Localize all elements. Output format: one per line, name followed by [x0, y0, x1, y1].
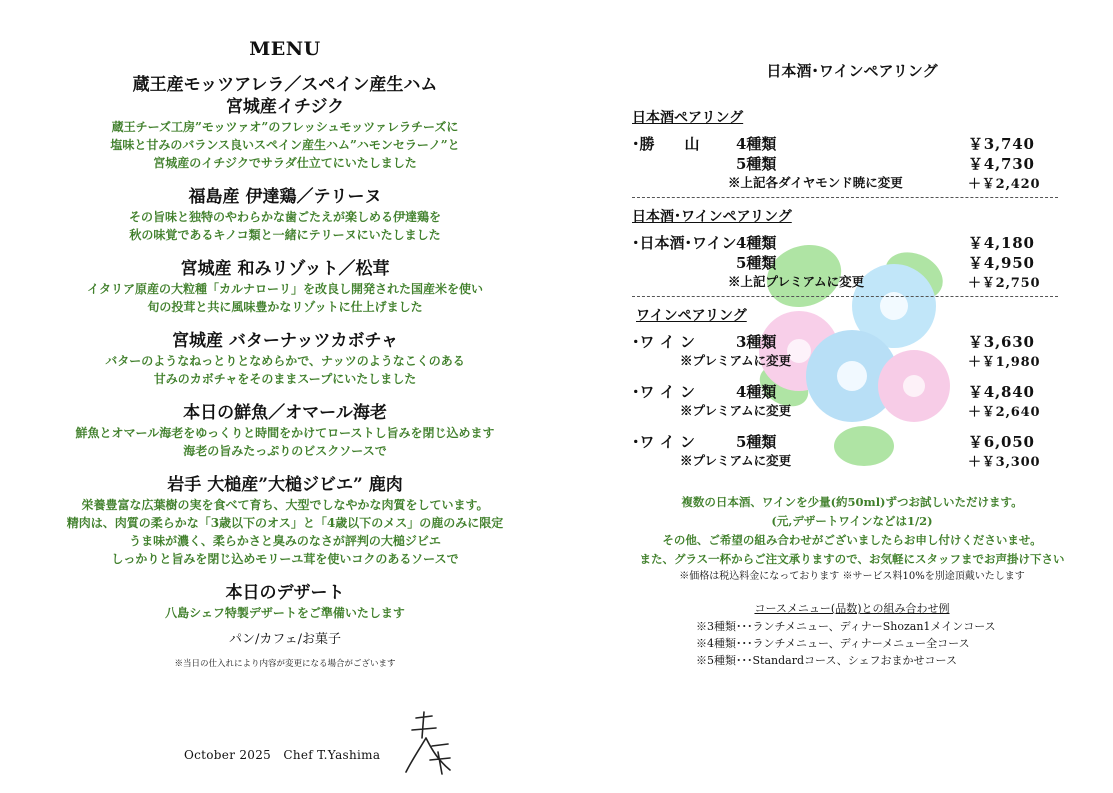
dish-name: 宮城産 和みリゾット／松茸 [180, 259, 390, 279]
dish-name: 本日の鮮魚／オマール海老 [183, 403, 387, 423]
mix-upgrade-row [632, 272, 1072, 292]
course-2 [40, 186, 530, 244]
course-6 [40, 474, 530, 568]
chef-signature [402, 708, 457, 778]
combo-line: ※3種類･･･ランチメニュー、ディナーShozan1メインコース [696, 620, 996, 633]
count: 5種類 [736, 155, 777, 173]
wine-pairing-heading: ワインペアリング [636, 308, 747, 324]
wine-upgrade-row-4 [632, 401, 1072, 421]
pairing-note-line: また、グラス一杯からご注文承りますので、お気軽にスタッフまでお声掛け下さい [639, 552, 1065, 566]
combo-line: ※4種類･･･ランチメニュー、ディナーメニュー全コース [696, 637, 970, 650]
price: ￥4,730 [968, 155, 1035, 173]
pairing-note-line: その他、ご希望の組み合わせがございましたらお申し付けくださいませ。 [662, 533, 1042, 547]
mix-name: ･日本酒･ワイン [632, 234, 737, 252]
price: ￥4,950 [968, 254, 1035, 272]
dish-description: 秋の味覚であるキノコ類と一緒にテリーヌにいたしました [129, 228, 441, 242]
dish-description: その旨味と独特のやわらかな歯ごたえが楽しめる伊達鶏を [128, 210, 441, 224]
dish-description: 甘みのカボチャをそのままスープにいたしました [153, 372, 417, 386]
wine-name: ･ワ イ ン [632, 433, 695, 451]
dish-description: 蔵王チーズ工房”モッツァオ”のフレッシュモッツァレラチーズに [111, 120, 459, 134]
upgrade-price: ＋￥2,420 [968, 177, 1041, 192]
sake-pairing-heading: 日本酒ペアリング [632, 110, 744, 126]
dish-description: バターのようなねっとりとなめらかで、ナッツのようなこくのある [105, 354, 465, 368]
sake-row-5 [632, 153, 1072, 173]
wine-name: ･ワ イ ン [632, 383, 695, 401]
pairing-note-line: (元,デザートワインなどは1/2) [771, 514, 933, 528]
combo-line: ※5種類･･･Standardコース、シェフおまかせコース [696, 654, 958, 667]
dish-name: 福島産 伊達鶏／テリーヌ [188, 187, 382, 207]
dish-description: 宮城産のイチジクでサラダ仕立てにいたしました [153, 156, 417, 170]
dish-description: うま味が濃く、柔らかさと臭みのなさが評判の大槌ジビエ [129, 534, 441, 548]
dish-description: 旬の投茸と共に風味豊かなリゾットに仕上げました [147, 300, 423, 314]
pairing-column [632, 60, 1072, 669]
course-1 [40, 74, 530, 172]
dish-description: 鮮魚とオマール海老をゆっくりと時間をかけてローストし旨みを閉じ込めます [75, 426, 495, 440]
dish-name: 宮城産イチジク [225, 97, 345, 117]
upgrade-price: ＋￥2,640 [968, 405, 1041, 420]
wine-upgrade-row-5 [632, 451, 1072, 471]
divider [632, 296, 1058, 297]
upgrade-label: ※プレミアムに変更 [680, 403, 792, 418]
price: ￥4,180 [968, 234, 1035, 252]
count: 5種類 [736, 433, 777, 451]
bread-cafe-sweets: パン/カフェ/お菓子 [228, 632, 342, 647]
pairing-note-line: 複数の日本酒、ワインを少量(約50ml)ずつお試しいただけます。 [681, 495, 1023, 509]
upgrade-label: ※プレミアムに変更 [680, 353, 792, 368]
upgrade-label: ※上記各ダイヤモンド暁に変更 [728, 175, 903, 190]
dish-description: 栄養豊富な広葉樹の実を食べて育ち、大型でしなやかな肉質をしています。 [81, 498, 489, 512]
dish-description: しっかりと旨みを閉じ込めモリーユ茸を使いコクのあるソースで [111, 552, 459, 566]
count: 4種類 [736, 234, 777, 252]
combo-title: コースメニュー(品数)との組み合わせ例 [754, 602, 950, 615]
dish-description: 八島シェフ特製デザートをご準備いたします [165, 606, 405, 620]
dish-name: 岩手 大槌産”大槌ジビエ” 鹿肉 [167, 475, 403, 495]
dish-description: 精肉は、肉質の柔らかな「3歳以下のオス」と「4歳以下のメス」の鹿のみに限定 [66, 516, 504, 530]
wine-upgrade-row-3 [632, 351, 1072, 371]
price: ￥4,840 [968, 383, 1035, 401]
course-3 [40, 258, 530, 316]
dish-name: 宮城産 バターナッツカボチャ [171, 331, 399, 351]
upgrade-label: ※プレミアムに変更 [680, 453, 792, 468]
mix-pairing-heading: 日本酒･ワインペアリング [632, 209, 792, 225]
count: 5種類 [736, 254, 777, 272]
sake-upgrade-row [632, 173, 1072, 193]
wine-row-4 [632, 381, 1072, 401]
course-7 [40, 582, 530, 622]
wine-row-5 [632, 431, 1072, 451]
menu-note: ※当日の仕入れにより内容が変更になる場合がございます [174, 659, 396, 669]
mix-row-5 [632, 252, 1072, 272]
mix-row-4 [632, 232, 1072, 252]
wine-name: ･ワ イ ン [632, 333, 695, 351]
upgrade-label: ※上記プレミアムに変更 [728, 274, 865, 289]
price: ￥3,630 [968, 333, 1035, 351]
count: 4種類 [736, 383, 777, 401]
wine-row-3 [632, 331, 1072, 351]
upgrade-price: ＋￥3,300 [968, 455, 1041, 470]
pairing-title: 日本酒･ワインペアリング [766, 62, 938, 80]
sake-row-4 [632, 133, 1072, 153]
dish-name: 蔵王産モッツアレラ／スペイン産生ハム [132, 75, 438, 95]
pairing-notes [632, 493, 1072, 569]
tax-note: ※価格は税込料金になっております ※サービス料10%を別途頂戴いたします [679, 571, 1025, 582]
dish-description: 塩味と甘みのバランス良いスペイン産生ハム”ハモンセラーノ”と [110, 138, 460, 152]
price: ￥3,740 [968, 135, 1035, 153]
count: 4種類 [736, 135, 777, 153]
course-4 [40, 330, 530, 388]
menu-footer: October 2025 Chef T.Yashima [184, 748, 381, 762]
divider [632, 197, 1058, 198]
sake-name: ･勝 山 [632, 135, 700, 153]
dish-name: 本日のデザート [225, 583, 345, 603]
count: 3種類 [736, 333, 777, 351]
upgrade-price: ＋￥2,750 [968, 276, 1041, 291]
price: ￥6,050 [968, 433, 1035, 451]
combo-examples [632, 600, 1072, 669]
upgrade-price: ＋￥1,980 [968, 355, 1041, 370]
dish-description: 海老の旨みたっぷりのビスクソースで [183, 444, 387, 458]
menu-title: MENU [249, 38, 321, 60]
course-5 [40, 402, 530, 460]
menu-column [40, 38, 530, 669]
dish-description: イタリア原産の大粒種「カルナローリ」を改良し開発された国産米を使い [86, 282, 483, 296]
